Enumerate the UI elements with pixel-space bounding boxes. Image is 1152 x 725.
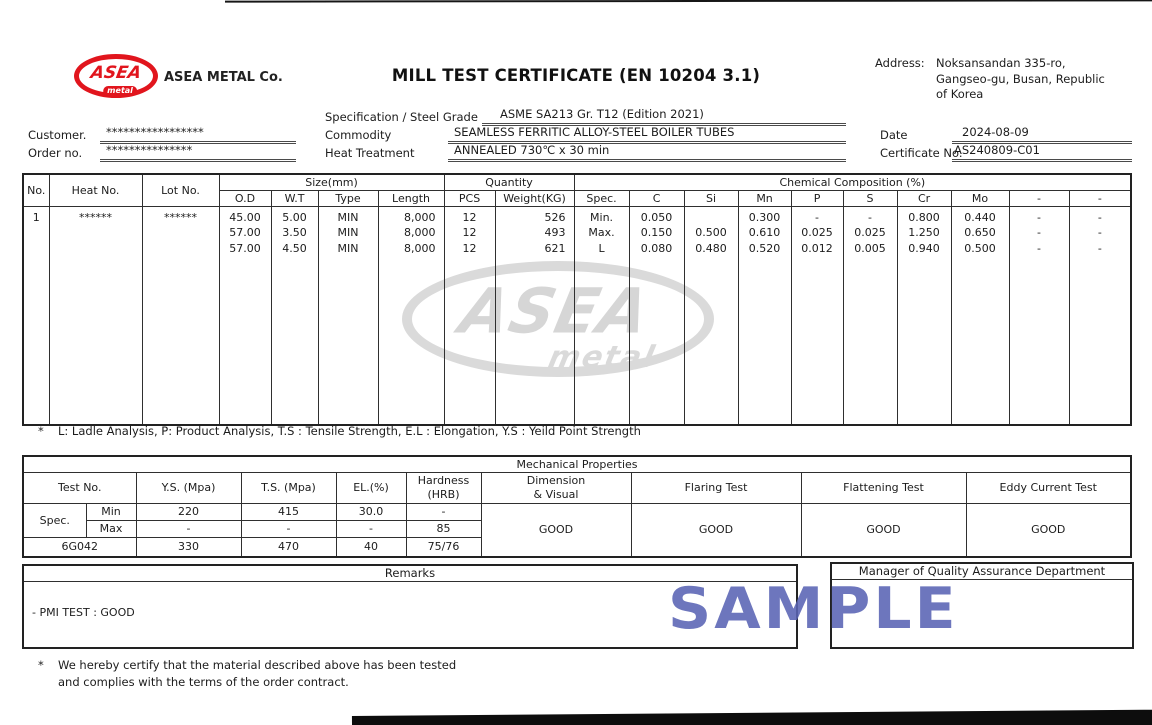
mech-header-row: [23, 473, 1131, 504]
cell-line: 1: [32, 211, 40, 224]
mech-max-ys: -: [136, 521, 241, 538]
cell-line: 621: [544, 241, 566, 255]
footer-line: We hereby certify that the material described above has been tested: [58, 658, 457, 672]
cell-heat-no: [49, 207, 142, 426]
cell-line: L: [598, 241, 605, 255]
cell-line: Max.: [588, 226, 615, 240]
col-header-heat-no: Heat No.: [49, 174, 142, 207]
cell-line: 0.012: [801, 241, 833, 255]
mech-max-label: Max: [86, 521, 136, 538]
col-header-lot-no: Lot No.: [142, 174, 219, 207]
cell-line: 0.005: [854, 241, 886, 255]
cell-line: 0.500: [964, 241, 996, 255]
col-header-cr: Cr: [897, 191, 951, 207]
cell-line: 8,000: [404, 226, 436, 240]
manager-box-title: Manager of Quality Assurance Department: [832, 564, 1132, 580]
header-line: Dimension: [526, 474, 586, 487]
remarks-title: Remarks: [24, 566, 796, 582]
mechanical-properties-table: [22, 455, 1132, 558]
cell-line: 0.480: [695, 241, 727, 255]
cell-line: 0.500: [695, 226, 727, 240]
date-value-text: 2024-08-09: [962, 125, 1029, 139]
cell-line: -: [1037, 241, 1042, 255]
col-header-el: EL.(%): [336, 473, 406, 504]
cell-line: -: [868, 211, 873, 224]
cell-line: 8,000: [404, 211, 436, 224]
col-header-dash2: -: [1069, 191, 1131, 207]
cell-wt: [271, 207, 318, 426]
col-header-spec: Spec.: [574, 191, 629, 207]
mech-test-ts: 470: [241, 538, 336, 558]
address-line: Noksansandan 335-ro,: [936, 56, 1066, 70]
mech-spec-label: Spec.: [23, 504, 86, 538]
cell-line: 0.025: [854, 226, 886, 240]
mech-eddy-result: GOOD: [966, 504, 1131, 558]
col-header-test-no: Test No.: [23, 473, 136, 504]
commodity-value: [448, 125, 846, 144]
footnote-bullet: *: [38, 424, 44, 438]
group-header-quantity: Quantity: [444, 174, 574, 191]
customer-label: Customer.: [28, 128, 87, 142]
spec-steel-grade-value-text: ASME SA213 Gr. T12 (Edition 2021): [500, 107, 704, 121]
mech-min-ys: 220: [136, 504, 241, 521]
remarks-content: - PMI TEST : GOOD: [32, 606, 135, 619]
col-header-flaring-test: Flaring Test: [631, 473, 801, 504]
main-table: [22, 173, 1132, 426]
mech-test-ys: 330: [136, 538, 241, 558]
scan-edge-top: [225, 0, 1152, 3]
cell-no: [23, 207, 49, 426]
mech-max-el: -: [336, 521, 406, 538]
main-table-body-row: [23, 207, 1131, 426]
certificate-no-label: Certificate No.: [880, 146, 963, 160]
cell-line: 526: [544, 211, 566, 224]
cell-line: ******: [79, 211, 112, 224]
mech-flaring-result: GOOD: [631, 504, 801, 558]
cell-line: [685, 210, 738, 225]
cell-si: [684, 207, 738, 426]
page-title: MILL TEST CERTIFICATE (EN 10204 3.1): [391, 66, 761, 85]
col-header-weight: Weight(KG): [495, 191, 574, 207]
mech-min-label: Min: [86, 504, 136, 521]
col-header-ys: Y.S. (Mpa): [136, 473, 241, 504]
spec-steel-grade-value: [482, 107, 846, 126]
mech-test-el: 40: [336, 538, 406, 558]
cell-line: -: [1097, 211, 1102, 224]
mech-flattening-result: GOOD: [801, 504, 966, 558]
cell-line: MIN: [337, 226, 359, 240]
logo-subtext: metal: [103, 86, 137, 96]
cell-dash1: [1009, 207, 1069, 426]
cell-line: MIN: [337, 241, 359, 255]
commodity-value-text: SEAMLESS FERRITIC ALLOY-STEEL BOILER TUBES: [454, 125, 735, 139]
footer-bullet: *: [38, 658, 44, 672]
col-header-wt: W.T: [271, 191, 318, 207]
col-header-mn: Mn: [738, 191, 791, 207]
col-header-length: Length: [378, 191, 444, 207]
watermark-subtext: metal: [544, 339, 659, 375]
cell-line: -: [1037, 226, 1042, 240]
cell-line: 0.050: [640, 211, 673, 224]
group-header-size: Size(mm): [219, 174, 444, 191]
watermark-text: ASEA: [453, 274, 657, 348]
mech-max-hardness: 85: [406, 521, 481, 538]
cell-line: 3.50: [282, 226, 307, 240]
col-header-dash1: -: [1009, 191, 1069, 207]
cell-line: 0.300: [748, 211, 781, 224]
col-header-mo: Mo: [951, 191, 1009, 207]
order-no-value: [100, 143, 296, 162]
cell-lot-no: [142, 207, 219, 426]
commodity-label: Commodity: [325, 128, 392, 142]
mech-title-row: [23, 456, 1131, 473]
col-header-si: Si: [684, 191, 738, 207]
address-line: of Korea: [936, 87, 984, 101]
certificate-no-value: [952, 143, 1132, 162]
mech-dimension-result: GOOD: [481, 504, 631, 558]
address-value: [936, 56, 1105, 103]
cell-line: 57.00: [229, 226, 261, 240]
cell-s: [843, 207, 897, 426]
cell-line: 0.800: [908, 211, 940, 224]
footer-lines: [58, 657, 456, 691]
cell-line: 0.025: [801, 226, 833, 240]
cell-line: 8,000: [404, 241, 436, 255]
cell-spec: [574, 207, 629, 426]
cell-line: 1.250: [908, 226, 940, 240]
company-name: ASEA METAL Co.: [164, 70, 283, 85]
cell-line: 0.610: [748, 226, 781, 240]
certificate-no-value-text: AS240809-C01: [954, 143, 1040, 157]
date-label: Date: [880, 128, 908, 142]
footnote-text: L: Ladle Analysis, P: Product Analysis, T.S : Tensile Strength, E.L : Elongation, Y.S : Yeild Point Strength: [58, 424, 641, 438]
col-header-od: O.D: [219, 191, 271, 207]
customer-value-text: *****************: [106, 125, 204, 139]
sample-stamp: SAMPLE: [668, 575, 959, 643]
cell-mo: [951, 207, 1009, 426]
cell-line: -: [815, 211, 820, 224]
header-line: (HRB): [427, 488, 460, 501]
cell-length: [378, 207, 444, 426]
col-header-hardness: [406, 473, 481, 504]
date-value: [952, 125, 1132, 144]
cell-line: Min.: [590, 211, 614, 224]
cell-line: 4.50: [282, 241, 307, 255]
cell-line: 12: [462, 241, 477, 255]
col-header-eddy-current-test: Eddy Current Test: [966, 473, 1131, 504]
col-header-dimension-visual: [481, 473, 631, 504]
cell-line: -: [1097, 226, 1102, 240]
mech-table-title: Mechanical Properties: [23, 456, 1131, 473]
cell-mn: [738, 207, 791, 426]
cell-weight: [495, 207, 574, 426]
cell-line: 57.00: [229, 241, 261, 255]
cell-cr: [897, 207, 951, 426]
col-header-s: S: [843, 191, 897, 207]
mech-test-hardness: 75/76: [406, 538, 481, 558]
order-no-label: Order no.: [28, 146, 83, 160]
cell-c: [629, 207, 684, 426]
cell-line: 0.440: [964, 211, 996, 224]
header-line: & Visual: [533, 488, 579, 501]
col-header-type: Type: [318, 191, 378, 207]
cell-pcs: [444, 207, 495, 426]
col-header-c: C: [629, 191, 684, 207]
header-line: Hardness: [417, 474, 470, 487]
order-no-value-text: ***************: [106, 143, 193, 157]
mech-min-el: 30.0: [336, 504, 406, 521]
cell-line: 0.650: [964, 226, 996, 240]
logo-text: ASEA: [89, 63, 143, 84]
cell-p: [791, 207, 843, 426]
col-header-no: No.: [23, 174, 49, 207]
cell-dash2: [1069, 207, 1131, 426]
cell-line: 493: [544, 226, 566, 240]
col-header-p: P: [791, 191, 843, 207]
cell-od: [219, 207, 271, 426]
cell-line: -: [1097, 241, 1102, 255]
address-line: Gangseo-gu, Busan, Republic: [936, 71, 1105, 86]
cell-line: 12: [462, 226, 477, 240]
cell-type: [318, 207, 378, 426]
footer-line: and complies with the terms of the order contract.: [58, 675, 349, 689]
col-header-ts: T.S. (Mpa): [241, 473, 336, 504]
mech-min-hardness: -: [406, 504, 481, 521]
cell-line: 12: [462, 211, 477, 224]
col-header-flattening-test: Flattening Test: [801, 473, 966, 504]
spec-steel-grade-label: Specification / Steel Grade: [325, 110, 478, 124]
cell-line: 5.00: [282, 211, 307, 224]
cell-line: 0.940: [908, 241, 940, 255]
scan-edge-bottom: [352, 710, 1152, 725]
col-header-pcs: PCS: [444, 191, 495, 207]
address-label: Address:: [875, 56, 925, 70]
cell-line: 0.080: [640, 241, 673, 255]
heat-treatment-value-text: ANNEALED 730℃ x 30 min: [454, 143, 610, 157]
mech-min-ts: 415: [241, 504, 336, 521]
group-header-chemical-composition: Chemical Composition (%): [574, 174, 1131, 191]
mech-max-ts: -: [241, 521, 336, 538]
heat-treatment-value: [448, 143, 846, 162]
cell-line: 45.00: [229, 211, 261, 224]
cell-line: -: [1037, 211, 1042, 224]
cell-line: MIN: [337, 211, 359, 224]
mech-spec-min-row: [23, 504, 1131, 521]
cell-line: ******: [164, 211, 197, 224]
cell-line: 0.150: [640, 226, 673, 240]
main-table-group-header-row: [23, 174, 1131, 191]
mech-test-no: 6G042: [23, 538, 136, 558]
cell-line: 0.520: [748, 241, 781, 255]
customer-value: [100, 125, 296, 144]
heat-treatment-label: Heat Treatment: [325, 146, 415, 160]
